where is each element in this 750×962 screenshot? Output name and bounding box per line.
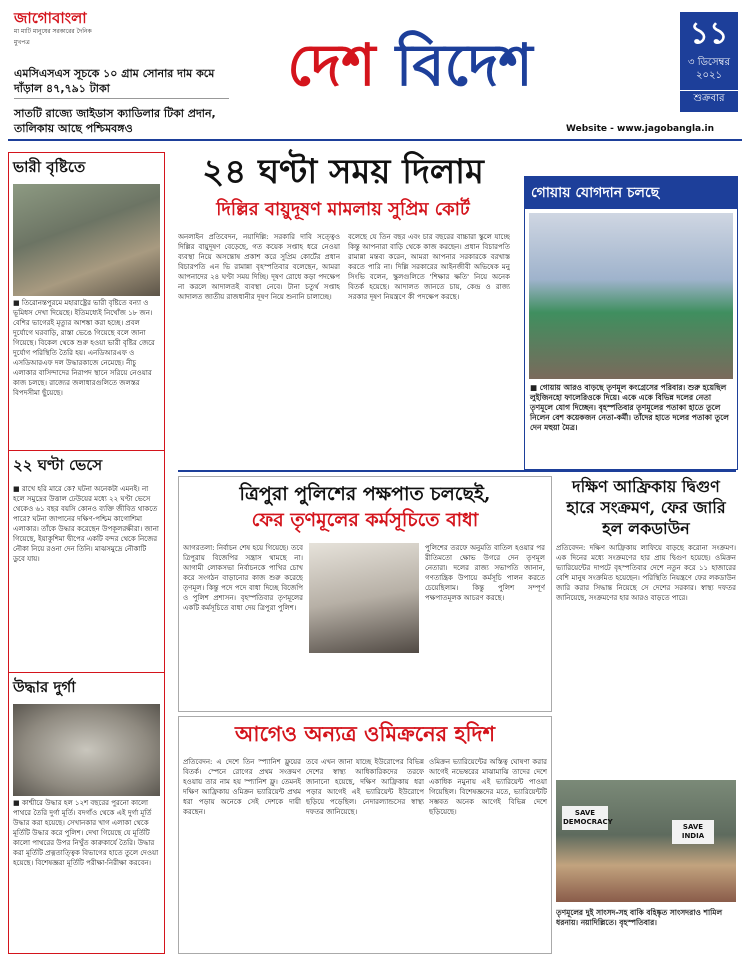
lead-headline: ২৪ ঘণ্টা সময় দিলাম — [202, 152, 484, 192]
section-rule — [178, 470, 736, 472]
goa-joining-photo — [529, 213, 733, 379]
gold-price-teaser: এমসিএসএস সূচকে ১০ গ্রাম সোনার দাম কমে দাঁড়াল ৪৭,৭৯১ টাকা — [14, 67, 215, 95]
omicron-column-1: প্রতিবেদন: এ দেশে তিন স্প্যানিশ ফ্লুয়ের বিতর্ক। স্পেনে রোগের প্রথম সংক্রমণ হওয়ায় তার নাম হয় স্প্যানিশ ফ্লু। তেমনই দক্ষিণ আফ্রিকায় ওমিক্রন ভ্যারিয়েন্ট প্রথম ধরা পড়ায় অনেকে সেই দেশকে দায়ী করছেন। — [183, 758, 301, 816]
website-link[interactable]: Website - www.jagobangla.in — [566, 124, 715, 134]
left-sidebar — [8, 152, 165, 954]
omicron-column-3: ওমিক্রন ভ্যারিয়েন্টের অস্তিত্ব ঘোষণা করার আগেই নভেম্বরের মাঝামাঝি তাদের দেশে একাধিক নমুনায় এই ভ্যারিয়েন্ট পাওয়া গিয়েছিল। বিশেষজ্ঞদের মতে, ভ্যারিয়েন্টটি সম্ভবত অনেক আগেই বিভিন্ন দেশে ছড়িয়েছে। — [429, 758, 547, 816]
placard-save-india: SAVE INDIA — [672, 820, 714, 844]
lead-column-1: অনলাইন প্রতিবেদন, নয়াদিল্লি: সরকারি দাবি সত্ত্বেও দিল্লির বায়ুদূষণ বেড়েছে, গত কয়েক সপ্তাহ ধরে নেওয়া ব্যবস্থা নিয়ে অসন্তোষ প্রকাশ করে সুপ্রিম কোর্টের প্রধান বিচারপতি এন ভি রামান্না বৃহস্পতিবার বলেছেন, আমরা আপনাদের ২৪ ঘণ্টা সময় দিচ্ছি। দূষণ রোধে কড়া পদক্ষেপ না করলে আদালতই ব্যবস্থা নেবে। টানা চতুর্থ সপ্তাহ আদালত জাতীয় রাজধানীর দূষণ নিয়ে শুনানি চালাচ্ছে। — [178, 233, 340, 301]
tripura-box — [178, 476, 552, 712]
issue-date: ৩ ডিসেম্বর ২০২১ — [688, 57, 730, 81]
durga-idol-photo — [13, 704, 160, 796]
masthead-title: দেশ বিদেশ — [287, 31, 533, 99]
goa-title: গোয়ায় যোগদান চলছে — [525, 177, 737, 209]
goa-box — [524, 176, 738, 470]
float-text: ■ রাখে হরি মারে কে? ঘটনা অনেকটা এমনই। না হলে সমুদ্রের উত্তাল ঢেউয়ের মধ্যে ২২ ঘণ্টা ভেসে থেকেও ৬১ বছর বয়সি কোনও ব্যক্তি জীবিত থাকতে পারে? ঘটনা জাপানের দক্ষিণ-পশ্চিম কাগোশিমা এলাকার। তাঁকে উদ্ধার করেছেন উপকূলরক্ষীরা। জানা গিয়েছে, ইয়াকুশিমা দ্বীপের একটি বন্দর থেকে নিজের নৌকা নিয়ে রওনা দেন তিনি। মাঝসমুদ্রে নৌকাটি ডুবে যায়। — [13, 485, 159, 563]
header-rule — [8, 139, 742, 141]
landslide-photo — [13, 184, 160, 296]
durga-text: ■ কাশ্মীরে উদ্ধার হল ১২শ বছরের পুরনো কালো পাথরে তৈরি দুর্গা মূর্তি। বদগাঁও থেকে এই দুর্গা মূর্তি উদ্ধার করা হয়েছে। সেখানকার খাগ এলাকা থেকে মূর্তিটি উদ্ধার করে পুলিশ। দেখা গিয়েছে যে মূর্তিটি কালো পাথরের উপর নিখুঁত কারুকার্যে তৈরি। উদ্ধার করা মূর্তিটি প্রত্নতাত্ত্বিক বিভাগের হাতে তুলে দেওয়া হয়েছে। বিশেষজ্ঞরা মূর্তিটি পরীক্ষা-নিরীক্ষা করবেন। — [13, 799, 159, 867]
omicron-headline: আগেও অন্যত্র ওমিক্রনের হদিশ — [234, 721, 496, 746]
omicron-box — [178, 716, 552, 954]
vaccine-teaser: সাতটি রাজ্যে জাইডাস ক্যাডিলার টিকা প্রদান, তালিকায় আছে পশ্চিমবঙ্গও — [14, 107, 216, 135]
tripura-headline-2: ফের তৃণমূলের কর্মসূচিতে বাধা — [251, 509, 479, 531]
placard-save-democracy: SAVE DEMOCRACY — [562, 806, 608, 830]
durga-title: উদ্ধার দুর্গা — [9, 672, 164, 704]
lead-subhead: দিল্লির বায়ুদূষণ মামলায় সুপ্রিম কোর্ট — [216, 199, 470, 220]
date-box — [680, 12, 738, 112]
goa-caption: ■ গোয়ায় আরও বাড়ছে তৃণমূল কংগ্রেসের পরিবার। শুরু হয়েছিল লুইজিনহো ফালেরিওকে দিয়ে। একে একে বিভিন্ন দলের নেতা তৃণমূলে যোগ দিচ্ছেন। বৃহস্পতিবার তৃণমূলের পতাকা হাতে তুলে নিলেন বেশ কয়েকজন নেতা-কর্মী। তাঁদের হাতে দলের পতাকা তুলে দেন মহুয়া মৈত্র। — [530, 383, 729, 432]
tripura-headline-1: ত্রিপুরা পুলিশের পক্ষপাত চলছেই, — [239, 483, 491, 505]
africa-headline: দক্ষিণ আফ্রিকায় দ্বিগুণ হারে সংক্রমণ, ফের জারি হল লকডাউন — [566, 477, 726, 538]
protest-photo — [556, 780, 736, 902]
weekday: শুক্রবার — [680, 90, 738, 107]
lead-column-2: বলেছে যে তিন বছর এবং চার বছরের বাচ্চারা স্কুলে যাচ্ছে কিন্তু আপনারা বাড়ি থেকে কাজ করছেন। প্রধান বিচারপতি রামান্না মন্তব্য করেন, আমরা আপনার সরকারকে বরখাস্ত করতে পারি না। দিল্লি সরকারের আইনজীবী অভিষেক মনু সিংভি বলেন, স্কুলগুলিতে 'শিক্ষার ক্ষতি' নিয়ে অনেক বিতর্ক হয়েছে। আদালত জানতে চায়, কেন্দ্র ও রাজ্য সরকার দূষণ নিয়ন্ত্রণে কী পদক্ষেপ করছে। — [348, 233, 510, 301]
jagobangla-logo: জাগোবাংলা মা মাটি মানুষের সরকারের দৈনিক মুখপত্র — [14, 9, 92, 46]
float-title: ২২ ঘণ্টা ভেসে — [9, 450, 164, 482]
rain-title: ভারী বৃষ্টিতে — [13, 158, 86, 176]
africa-text: প্রতিবেদন: দক্ষিণ আফ্রিকায় লাফিয়ে বাড়ছে করোনা সংক্রমণ। এক দিনের মধ্যে সংক্রমণের হার প্রায় দ্বিগুণ হয়েছে। ওমিক্রন ভ্যারিয়েন্টের দাপটে বৃহস্পতিবার দেশে নতুন করে ১১ হাজারের বেশি মানুষ সংক্রমিত হয়েছেন। পরিস্থিতি নিয়ন্ত্রণে ফের লকডাউন জারি করার সিদ্ধান্ত নিয়েছে সে দেশের সরকার। স্বাস্থ্য দফতর জানিয়েছে, সংক্রমণের হার আরও বাড়তে পারে। — [556, 544, 736, 602]
rain-text: ■ তিরোনন্তপুরমে মহারাষ্ট্রের ভারী বৃষ্টিতে বন্যা ও ভূমিধস দেখা দিয়েছে। ইতিমধ্যেই নিখোঁজ ১৮ জন। বেশির ভাগেরই মৃত্যুর আশঙ্কা করা হচ্ছে। প্রবল দুর্যোগে ঘরবাড়ি, রাস্তা ভেঙে গিয়েছে বলে জানা গিয়েছে। বিকেল থেকে শুরু হওয়া ভারী বৃষ্টির জেরে দুর্যোগ পরিস্থিতি তৈরি হয়। এনডিআরএফ ও এসডিআরএফ দল উদ্ধারকাজে নেমেছে। নীচু এলাকার বাসিন্দাদের নিরাপদ স্থানে সরিয়ে নেওয়ার কাজ চলছে। রাজ্যের জলাধারগুলিতে জলস্তর বিপদসীমা ছুঁয়েছে। — [13, 299, 155, 397]
page-number: ১১ — [689, 16, 729, 51]
tripura-column-2: পুলিশের তরফে অনুমতি বাতিল হওয়ার পর রীতিমতো ক্ষোভ উগরে দেন তৃণমূল নেতারা। দলের রাজ্য সভাপতি জানান, গণতান্ত্রিক উপায়ে কর্মসূচি পালন করতে চেয়েছিলাম। কিন্তু পুলিশ সম্পূর্ণ পক্ষপাতমূলক আচরণ করছে। — [425, 544, 545, 602]
omicron-column-2: তবে এখন জানা যাচ্ছে ইউরোপের বিভিন্ন দেশের স্বাস্থ্য আধিকারিকদের তরফে জানানো হয়েছে, দক্ষিণ আফ্রিকায় ধরা পড়ার আগেই এই ভ্যারিয়েন্ট ইউরোপে ছড়িয়ে পড়েছিল। নেদারল্যান্ডসের স্বাস্থ্য দফতর জানিয়েছে। — [306, 758, 424, 816]
tripura-column-1: আগরতলা: নির্বাচন শেষ হয়ে গিয়েছে। তবে ত্রিপুরায় বিজেপির সন্ত্রাস থামছে না। আগামী লোকসভা নির্বাচনকে পাখির চোখ করে সংগঠন বাড়ানোর কাজ শুরু করেছে তৃণমূল। কিন্তু পদে পদে বাধা দিচ্ছে বিজেপি ও পুলিশ প্রশাসন। বৃহস্পতিবার তৃণমূলের একটি কর্মসূচিতে বাধা দেয় ত্রিপুরা পুলিশ। — [183, 544, 303, 612]
teaser-divider — [14, 98, 229, 99]
tripura-photo — [309, 543, 419, 653]
africa-box — [556, 476, 736, 720]
protest-caption: তৃণমূলের দুই সাংসদ-সহ বাকি বহিষ্কৃত সাংসদরাও শামিল ধরনায়। নয়াদিল্লিতে। বৃহস্পতিবার। — [556, 908, 723, 927]
